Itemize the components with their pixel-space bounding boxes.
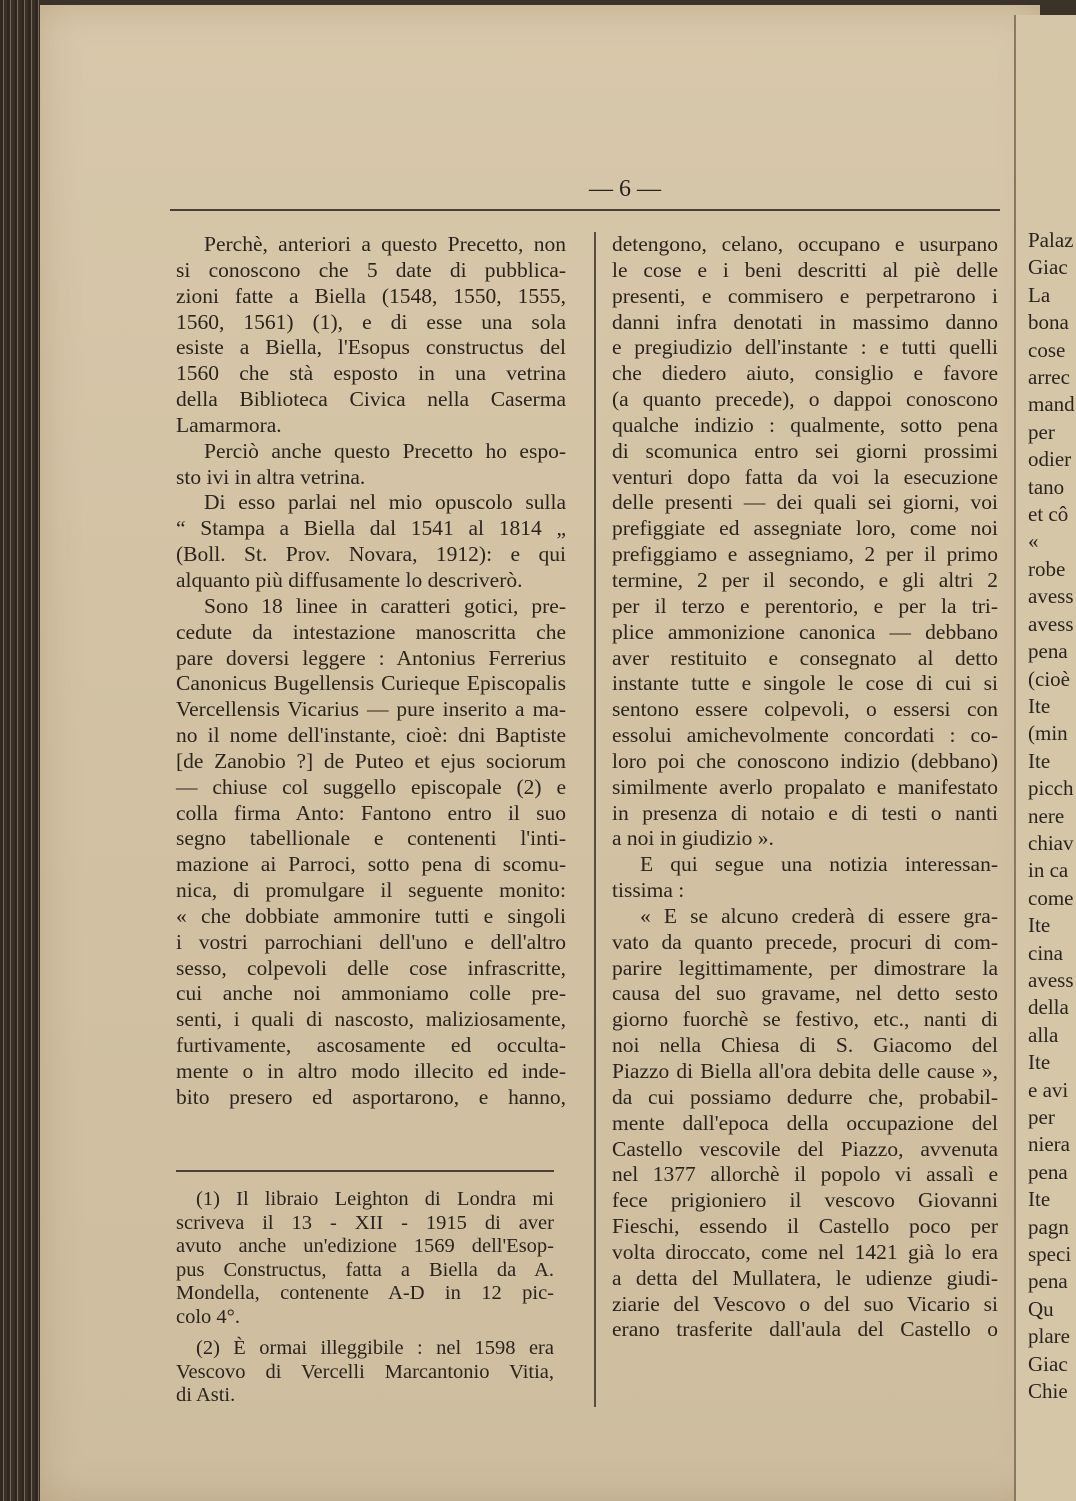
text-line: “ Stampa a Biella dal 1541 al 1814 „ (176, 516, 566, 541)
next-page-fragment: niera (1028, 1132, 1070, 1157)
footnote-line: (1) Il libraio Leighton di Londra mi (196, 1188, 554, 1210)
next-page-fragment: Giac (1028, 1351, 1068, 1376)
text-line: che diedero aiuto, consiglio e favore (612, 361, 998, 386)
next-page-fragment: e avi (1028, 1077, 1069, 1102)
next-page-fragment: Palaz (1028, 228, 1074, 252)
text-line: da cui possiamo dedurre che, probabil- (612, 1084, 998, 1109)
text-line: 1560, 1561) (1), e di esse una sola (176, 309, 566, 334)
next-page-fragment: chiav (1028, 830, 1074, 855)
text-line: senti, i quali di nascosto, maliziosamente, (176, 1007, 566, 1032)
text-line: pare doversi leggere : Antonius Ferrerius (176, 645, 566, 670)
next-page-fragment: Ite (1028, 693, 1051, 718)
text-line: esiste a Biella, l'Esopus constructus del (176, 335, 566, 360)
text-line: venturi dopo fatta da voi la esecuzione (612, 464, 998, 489)
text-line: a noi in giudizio ». (612, 826, 774, 851)
footnote-line: Mondella, contenente A-D in 12 pic- (176, 1282, 554, 1304)
text-line: di scomunica entro sei giorni prossimi (612, 438, 998, 463)
text-line: mente o in altro modo illecito ed inde- (176, 1059, 566, 1083)
next-page-fragment: nere (1028, 803, 1065, 828)
text-line: vato da quanto precede, procuri di com- (612, 929, 998, 954)
text-line: sto ivi in altra vetrina. (176, 464, 366, 489)
next-page-fragment: tano (1028, 474, 1065, 499)
next-page-fragment: et cô (1028, 502, 1069, 527)
text-line: per il terzo e perentorio, e per la tri- (612, 593, 998, 618)
left-column (176, 232, 566, 1111)
text-line: segno tabellionale e contenenti l'inti- (176, 826, 566, 851)
footnote-line: scriveva il 13 - XII - 1915 di aver (176, 1211, 554, 1234)
next-page-fragment: avess (1028, 611, 1074, 636)
next-page-fragment: plare (1028, 1324, 1070, 1349)
next-page-fragment: picch (1028, 776, 1074, 801)
next-page-fragment: avess (1028, 967, 1074, 992)
footnote-line: avuto anche un'edizione 1569 dell'Esop- (176, 1235, 554, 1257)
text-line: essolui amichevolmente concordati : co- (612, 723, 998, 748)
text-line: tissima : (612, 878, 685, 903)
footnote-line: Vescovo di Vercelli Marcantonio Vitia, (176, 1360, 554, 1383)
text-line: Canonicus Bugellensis Curieque Episcopalis (176, 671, 566, 696)
text-line: e pregiudizio dell'instante : e tutti quelli (612, 335, 998, 360)
text-line: cedute da intestazione manoscritta che (176, 619, 566, 644)
next-page-fragment: mand (1028, 392, 1075, 417)
text-line: (Boll. St. Prov. Novara, 1912): e qui (176, 542, 566, 567)
text-line: ziarie del Vescovo o del suo Vicario si (612, 1291, 998, 1316)
next-page-fragment: odier (1028, 447, 1072, 472)
footnote-line: di Asti. (176, 1384, 236, 1406)
text-line: Vercellensis Vicarius — pure inserito a ma- (176, 697, 566, 722)
footnote-rule (176, 1170, 554, 1172)
next-page-fragment: pena (1028, 639, 1068, 664)
text-line: Fieschi, essendo il Castello poco per (612, 1214, 998, 1239)
text-line: sentono essere colpevoli, o essersi con (612, 697, 998, 722)
text-line: in presenza di notaio e di testi o nanti (612, 800, 998, 825)
text-line: [de Zanobio ?] de Puteo et ejus sociorum (176, 748, 566, 773)
text-line: aver restituito e consegnato al detto (612, 645, 998, 670)
text-line: danni infra denotati in massimo danno (612, 309, 998, 334)
text-line: loro poi che conoscono indizio (debbano) (612, 748, 998, 773)
text-line: « E se alcuno crederà di essere gra- (640, 903, 998, 928)
text-line: Perchè, anteriori a questo Precetto, non (204, 232, 566, 256)
next-page-fragment: Ite (1028, 913, 1051, 938)
text-line: Piazzo di Biella all'ora debita delle cause », (612, 1059, 998, 1083)
text-line: presenti, e commisero e perpetrarono i (612, 283, 998, 308)
text-line: 1560 che stà esposto in una vetrina (176, 361, 566, 386)
text-line: noi nella Chiesa di S. Giacomo del (612, 1033, 998, 1058)
page-number: — 6 — (589, 176, 661, 202)
text-line: sesso, colpevoli delle cose infrascritte, (176, 955, 566, 980)
next-page-fragment: « (1028, 529, 1039, 554)
next-page-fragment: Chie (1028, 1379, 1068, 1404)
next-page-fragment: Ite (1028, 748, 1051, 773)
next-page-fragment: per (1028, 419, 1055, 444)
next-page-fragment: arrec (1028, 365, 1070, 390)
column-separator (594, 232, 596, 1407)
text-line: giorno fuorchè se festivo, etc., nanti di (612, 1007, 998, 1032)
next-page-fragment: bona (1028, 310, 1069, 335)
text-line: detengono, celano, occupano e usurpano (612, 232, 998, 256)
text-line: si conoscono che 5 date di pubblica- (176, 257, 566, 282)
text-line: Di esso parlai nel mio opuscolo sulla (204, 490, 566, 515)
next-page-fragment: per (1028, 1105, 1055, 1129)
text-line: (a quanto precede), o dappoi conoscono (612, 387, 998, 412)
text-line: della Biblioteca Civica nella Caserma (176, 387, 566, 412)
text-line: termine, 2 per il secondo, e gli altri 2 (612, 567, 998, 592)
next-page-fragment: in ca (1028, 858, 1069, 883)
text-line: E qui segue una notizia interessan- (640, 852, 998, 877)
text-line: mazione ai Parroci, sotto pena di scomu- (176, 852, 566, 877)
text-line: zioni fatte a Biella (1548, 1550, 1555, (176, 283, 566, 308)
next-page-fragment: Ite (1028, 1050, 1051, 1075)
next-page-fragment: robe (1028, 556, 1066, 581)
next-page-fragment: cina (1028, 940, 1063, 965)
footnotes (176, 1188, 554, 1408)
next-page-fragment: pena (1028, 1269, 1068, 1294)
next-page-fragment: cose (1028, 337, 1066, 362)
text-line: Lamarmora. (176, 412, 282, 437)
text-line: a detta del Mullatera, le udienze giudi- (612, 1265, 998, 1290)
text-line: qualche indizio : qualmente, sotto pena (612, 412, 998, 437)
text-line: causa del suo gravame, nel detto sesto (612, 981, 998, 1006)
text-line: — chiuse col suggello episcopale (2) e (176, 774, 566, 799)
text-line: i vostri parrochiani dell'uno e dell'altro (176, 929, 566, 954)
next-page-fragment: avess (1028, 584, 1074, 609)
next-page-fragment: Ite (1028, 1187, 1051, 1212)
next-page-fragment: (min (1028, 721, 1068, 746)
text-line: parire legittimamente, per dimostrare la (612, 955, 998, 980)
text-line: instante tutte e singole le cose di cui si (612, 671, 998, 696)
text-line: prefiggiamo e assegniamo, 2 per il primo (612, 542, 998, 567)
text-line: nel 1377 allorchè il popolo vi assalì e (612, 1162, 998, 1187)
text-line: similmente averlo propalato e manifestato (612, 774, 998, 799)
right-column (612, 232, 998, 1343)
text-line: no il nome dell'instante, cioè: dni Baptiste (176, 723, 566, 748)
next-page-fragment: Qu (1028, 1296, 1054, 1321)
text-line: Perciò anche questo Precetto ho espo- (204, 438, 566, 463)
text-line: alquanto più diffusamente lo descriverò. (176, 567, 523, 592)
next-page-fragment: pagn (1028, 1214, 1069, 1239)
footnote-line: (2) È ormai illeggibile : nel 1598 era (196, 1337, 554, 1359)
footnote-line: colo 4°. (176, 1305, 240, 1328)
text-line: prefiggiate ed assegniate loro, come noi (612, 516, 998, 541)
text-line: mente dall'epoca della occupazione del (612, 1110, 998, 1135)
text-line: erano trasferite dall'aula del Castello o (612, 1317, 998, 1342)
text-line: le cose e i beni descritti al piè delle (612, 257, 998, 282)
next-page-fragment: speci (1028, 1242, 1072, 1267)
next-page-fragment: come (1028, 885, 1074, 910)
footnote-line: pus Constructus, fatta a Biella da A. (176, 1258, 554, 1281)
page-stack-edge (0, 0, 40, 1501)
text-line: bito presero ed asportarono, e hanno, (176, 1084, 566, 1109)
next-page-fragment: pena (1028, 1159, 1068, 1184)
next-page-edge (1014, 15, 1076, 1501)
next-page-fragment: della (1028, 995, 1069, 1020)
text-line: plice ammonizione canonica — debbano (612, 619, 998, 644)
text-line: colla firma Anto: Fantono entro il suo (176, 800, 566, 825)
next-page-fragment: alla (1028, 1022, 1059, 1047)
text-line: Castello vescovile del Piazzo, avvenuta (612, 1136, 998, 1161)
text-line: volta diroccato, come nel 1421 già lo era (612, 1239, 998, 1264)
next-page-fragment: Giac (1028, 255, 1068, 280)
text-line: « che dobbiate ammonire tutti e singoli (176, 903, 566, 928)
text-line: nica, di promulgare il seguente monito: (176, 878, 566, 903)
text-line: delle presenti — dei quali sei giorni, voi (612, 490, 998, 515)
text-line: fece prigioniero il vescovo Giovanni (612, 1188, 998, 1213)
text-line: Sono 18 linee in caratteri gotici, pre- (204, 593, 566, 618)
text-line: furtivamente, ascosamente ed occulta- (176, 1033, 566, 1058)
next-page-fragment: La (1028, 282, 1051, 307)
next-page-fragment: (cioè (1028, 666, 1070, 691)
header-rule (170, 209, 1000, 211)
text-line: cui anche noi ammoniamo colle pre- (176, 981, 566, 1006)
